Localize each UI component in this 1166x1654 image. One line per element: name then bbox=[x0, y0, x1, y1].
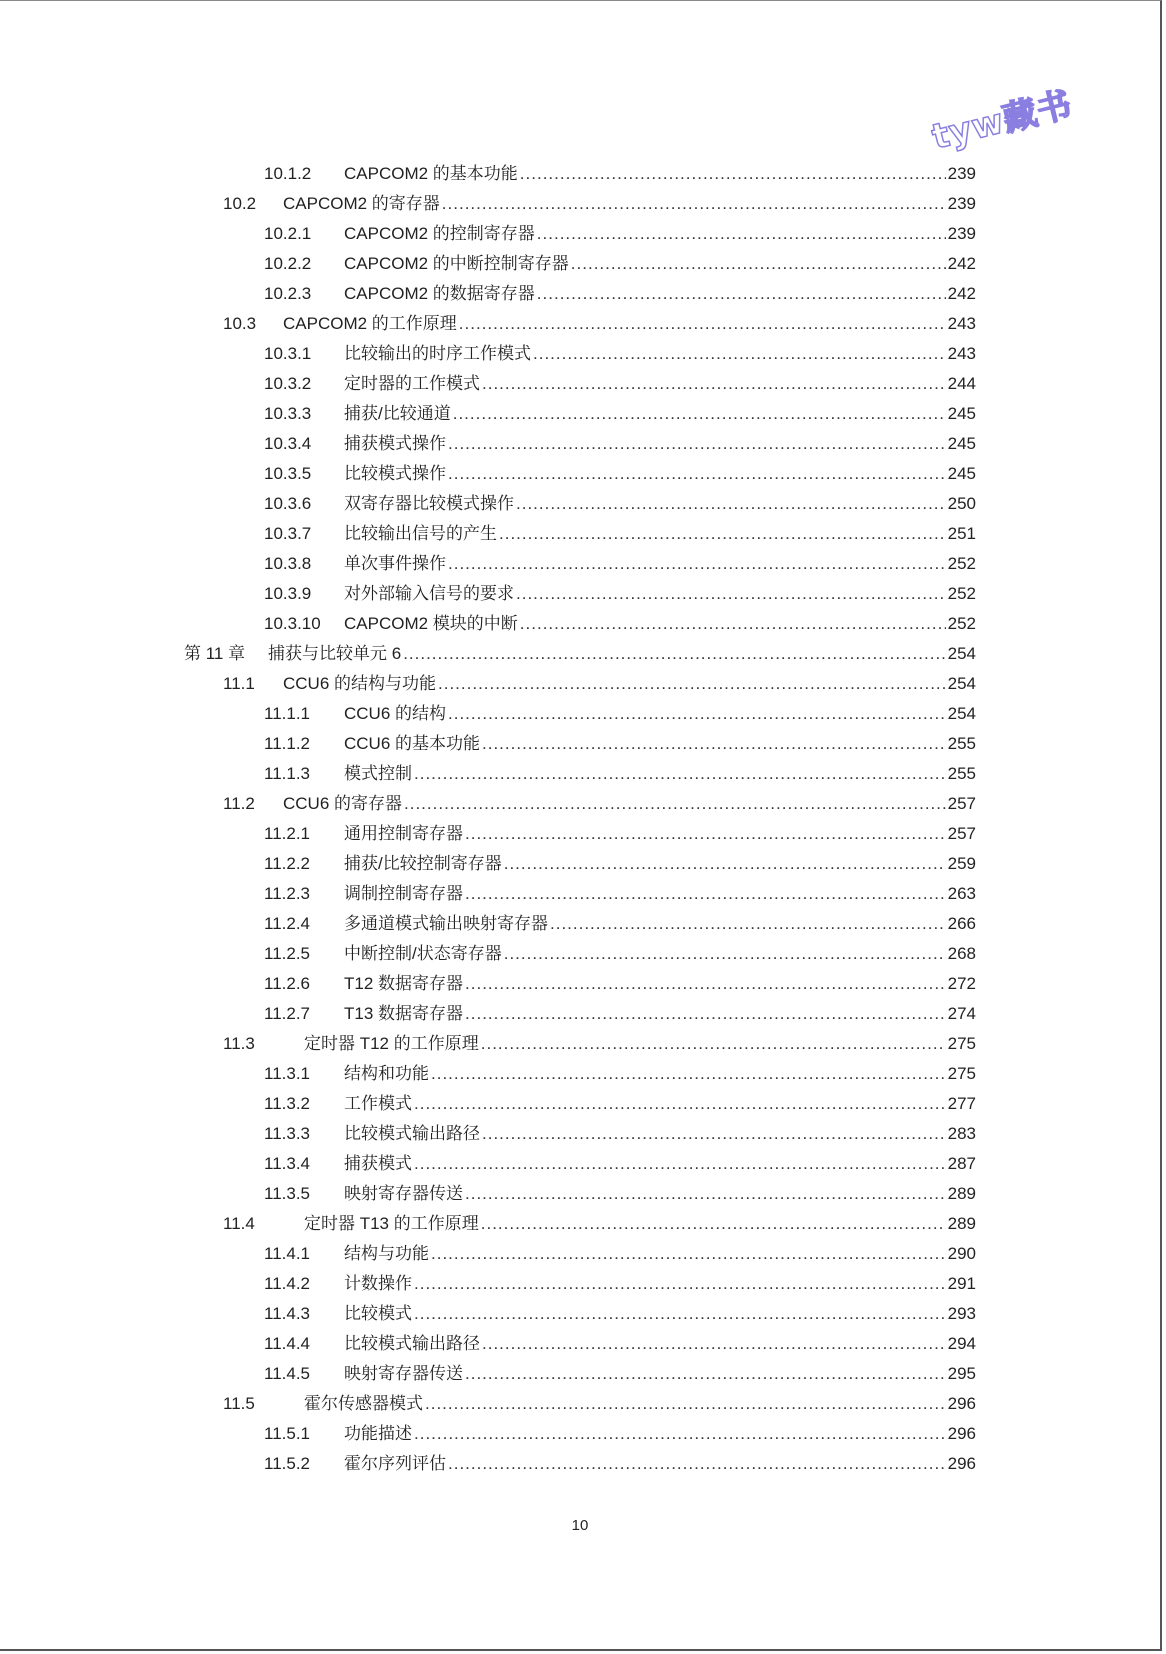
entry-title: CAPCOM2 的工作原理 bbox=[283, 314, 457, 333]
entry-number: 10.3.4 bbox=[264, 434, 312, 453]
entry-page: 296 bbox=[947, 1454, 976, 1473]
dot-leader bbox=[448, 1449, 946, 1479]
entry-title: 定时器的工作模式 bbox=[344, 374, 480, 393]
dot-leader bbox=[465, 879, 946, 909]
entry-page: 245 bbox=[947, 434, 976, 453]
dot-leader bbox=[442, 189, 946, 219]
entry-title: CAPCOM2 的基本功能 bbox=[344, 164, 518, 183]
entry-number: 10.3.7 bbox=[264, 524, 312, 543]
entry-title: CAPCOM2 的寄存器 bbox=[283, 194, 440, 213]
entry-page: 263 bbox=[947, 884, 976, 903]
toc-entry[interactable] bbox=[264, 1179, 976, 1209]
entry-title: CAPCOM2 模块的中断 bbox=[344, 614, 518, 633]
entry-page: 257 bbox=[947, 824, 976, 843]
dot-leader bbox=[414, 1269, 946, 1299]
dot-leader bbox=[504, 939, 946, 969]
entry-number: 11.3.3 bbox=[264, 1124, 311, 1143]
entry-page: 289 bbox=[947, 1214, 976, 1233]
toc-entry[interactable] bbox=[223, 1389, 976, 1419]
entry-title: CCU6 的结构 bbox=[344, 704, 447, 723]
entry-title: 对外部输入信号的要求 bbox=[344, 584, 514, 603]
entry-page: 239 bbox=[947, 164, 976, 183]
toc-entry[interactable] bbox=[264, 519, 976, 549]
dot-leader bbox=[537, 219, 946, 249]
entry-number: 11.2.4 bbox=[264, 914, 311, 933]
entry-title: 定时器 T13 的工作原理 bbox=[304, 1214, 479, 1233]
entry-number: 11.3 bbox=[223, 1034, 255, 1053]
entry-number: 11.2 bbox=[223, 794, 255, 813]
dot-leader bbox=[550, 909, 946, 939]
entry-title: 结构和功能 bbox=[344, 1064, 429, 1083]
entry-number: 11.3.4 bbox=[264, 1154, 311, 1173]
toc-entry[interactable] bbox=[264, 459, 976, 489]
entry-page: 255 bbox=[947, 734, 976, 753]
entry-page: 291 bbox=[947, 1274, 976, 1293]
entry-title: T12 数据寄存器 bbox=[344, 974, 464, 993]
dot-leader bbox=[404, 789, 946, 819]
entry-number: 11.3.2 bbox=[264, 1094, 311, 1113]
entry-number: 11.2.5 bbox=[264, 944, 311, 963]
entry-title: 通用控制寄存器 bbox=[344, 824, 463, 843]
dot-leader bbox=[504, 849, 946, 879]
toc-entry[interactable] bbox=[264, 1149, 976, 1179]
entry-title: 比较模式操作 bbox=[344, 464, 446, 483]
entry-page: 243 bbox=[947, 344, 976, 363]
toc-entry[interactable] bbox=[264, 159, 976, 189]
entry-number: 10.3.8 bbox=[264, 554, 312, 573]
entry-title: 捕获/比较控制寄存器 bbox=[344, 854, 502, 873]
entry-page: 251 bbox=[947, 524, 976, 543]
entry-page: 272 bbox=[947, 974, 976, 993]
entry-number: 11.5.1 bbox=[264, 1424, 311, 1443]
toc-entry[interactable] bbox=[264, 369, 976, 399]
toc-entry[interactable] bbox=[223, 189, 976, 219]
toc-entry[interactable] bbox=[264, 1449, 976, 1479]
toc-entry[interactable] bbox=[223, 1029, 976, 1059]
entry-number: 11.5 bbox=[223, 1394, 255, 1413]
entry-title: 比较模式输出路径 bbox=[344, 1334, 480, 1353]
page-number: 10 bbox=[571, 1517, 589, 1534]
entry-number: 11.4.5 bbox=[264, 1364, 311, 1383]
entry-number: 11.4 bbox=[223, 1214, 255, 1233]
entry-title: T13 数据寄存器 bbox=[344, 1004, 464, 1023]
entry-title: CAPCOM2 的控制寄存器 bbox=[344, 224, 535, 243]
entry-number: 第 11 章 bbox=[184, 644, 246, 663]
toc-entry[interactable] bbox=[264, 399, 976, 429]
entry-title: 霍尔序列评估 bbox=[344, 1454, 446, 1473]
toc-entry[interactable] bbox=[264, 279, 976, 309]
dot-leader bbox=[516, 489, 946, 519]
entry-title: 映射寄存器传送 bbox=[344, 1184, 463, 1203]
entry-number: 11.2.1 bbox=[264, 824, 311, 843]
entry-title: 比较模式 bbox=[344, 1304, 412, 1323]
dot-leader bbox=[414, 759, 946, 789]
dot-leader bbox=[448, 549, 946, 579]
entry-number: 10.2.1 bbox=[264, 224, 312, 243]
toc-entry[interactable] bbox=[264, 1329, 976, 1359]
dot-leader bbox=[448, 699, 946, 729]
toc-entry[interactable] bbox=[264, 1269, 976, 1299]
entry-page: 283 bbox=[947, 1124, 976, 1143]
entry-title: CAPCOM2 的数据寄存器 bbox=[344, 284, 535, 303]
entry-title: 模式控制 bbox=[344, 764, 412, 783]
dot-leader bbox=[571, 249, 946, 279]
toc-entry[interactable] bbox=[264, 339, 976, 369]
entry-page: 250 bbox=[947, 494, 976, 513]
entry-title: CAPCOM2 的中断控制寄存器 bbox=[344, 254, 569, 273]
entry-number: 11.2.7 bbox=[264, 1004, 311, 1023]
toc-entry[interactable] bbox=[264, 1059, 976, 1089]
toc-entry[interactable] bbox=[264, 1359, 976, 1389]
toc-entry[interactable] bbox=[264, 879, 976, 909]
toc-entry[interactable] bbox=[264, 219, 976, 249]
entry-page: 277 bbox=[947, 1094, 976, 1113]
entry-title: 单次事件操作 bbox=[344, 554, 446, 573]
toc-entry[interactable] bbox=[223, 309, 976, 339]
entry-title: 比较模式输出路径 bbox=[344, 1124, 480, 1143]
entry-number: 11.2.2 bbox=[264, 854, 311, 873]
entry-page: 296 bbox=[947, 1394, 976, 1413]
entry-page: 255 bbox=[947, 764, 976, 783]
entry-number: 11.3.1 bbox=[264, 1064, 311, 1083]
entry-page: 290 bbox=[947, 1244, 976, 1263]
entry-number: 11.3.5 bbox=[264, 1184, 311, 1203]
entry-number: 10.2.3 bbox=[264, 284, 312, 303]
dot-leader bbox=[431, 1239, 946, 1269]
entry-title: 调制控制寄存器 bbox=[344, 884, 463, 903]
entry-page: 252 bbox=[947, 554, 976, 573]
entry-title: 比较输出信号的产生 bbox=[344, 524, 497, 543]
dot-leader bbox=[448, 459, 946, 489]
entry-title: CCU6 的基本功能 bbox=[344, 734, 481, 753]
entry-title: 工作模式 bbox=[344, 1094, 412, 1113]
entry-number: 11.1 bbox=[223, 674, 255, 693]
entry-title: 定时器 T12 的工作原理 bbox=[304, 1034, 479, 1053]
entry-page: 287 bbox=[947, 1154, 976, 1173]
toc-entry[interactable] bbox=[264, 609, 976, 639]
entry-page: 268 bbox=[947, 944, 976, 963]
dot-leader bbox=[465, 1179, 946, 1209]
dot-leader bbox=[459, 309, 946, 339]
dot-leader bbox=[520, 159, 946, 189]
toc-entry[interactable] bbox=[264, 549, 976, 579]
entry-title: 捕获模式操作 bbox=[344, 434, 446, 453]
toc-entry[interactable] bbox=[264, 729, 976, 759]
entry-number: 10.3.6 bbox=[264, 494, 312, 513]
toc-entry[interactable] bbox=[264, 1419, 976, 1449]
entry-title: 结构与功能 bbox=[344, 1244, 429, 1263]
entry-number: 11.2.3 bbox=[264, 884, 311, 903]
toc-entry[interactable] bbox=[264, 1089, 976, 1119]
entry-page: 266 bbox=[947, 914, 976, 933]
dot-leader bbox=[453, 399, 946, 429]
dot-leader bbox=[438, 669, 946, 699]
dot-leader bbox=[465, 1359, 946, 1389]
dot-leader bbox=[414, 1419, 946, 1449]
dot-leader bbox=[482, 369, 946, 399]
entry-page: 243 bbox=[947, 314, 976, 333]
entry-page: 239 bbox=[947, 194, 976, 213]
entry-page: 257 bbox=[947, 794, 976, 813]
entry-number: 11.4.2 bbox=[264, 1274, 311, 1293]
entry-number: 10.1.2 bbox=[264, 164, 312, 183]
entry-title: 多通道模式输出映射寄存器 bbox=[344, 914, 548, 933]
entry-number: 10.3.5 bbox=[264, 464, 312, 483]
entry-page: 244 bbox=[947, 374, 976, 393]
entry-title: 捕获模式 bbox=[344, 1154, 412, 1173]
dot-leader bbox=[465, 969, 946, 999]
entry-page: 293 bbox=[947, 1304, 976, 1323]
dot-leader bbox=[537, 279, 946, 309]
toc-entry[interactable] bbox=[223, 669, 976, 699]
entry-number: 10.2 bbox=[223, 194, 257, 213]
entry-page: 289 bbox=[947, 1184, 976, 1203]
toc-entry[interactable] bbox=[264, 1119, 976, 1149]
entry-title: 功能描述 bbox=[344, 1424, 412, 1443]
entry-title: 比较输出的时序工作模式 bbox=[344, 344, 531, 363]
entry-number: 10.3.3 bbox=[264, 404, 312, 423]
toc-entry[interactable] bbox=[264, 999, 976, 1029]
dot-leader bbox=[414, 1299, 946, 1329]
entry-number: 10.3.9 bbox=[264, 584, 312, 603]
toc-entry[interactable] bbox=[264, 579, 976, 609]
dot-leader bbox=[414, 1089, 946, 1119]
dot-leader bbox=[482, 1119, 946, 1149]
entry-page: 254 bbox=[947, 704, 976, 723]
entry-page: 242 bbox=[947, 284, 976, 303]
dot-leader bbox=[465, 819, 946, 849]
entry-title: 中断控制/状态寄存器 bbox=[344, 944, 502, 963]
entry-number: 11.4.4 bbox=[264, 1334, 311, 1353]
toc-entry[interactable] bbox=[223, 789, 976, 819]
entry-number: 11.1.1 bbox=[264, 704, 311, 723]
entry-page: 252 bbox=[947, 584, 976, 603]
toc-entry[interactable] bbox=[264, 939, 976, 969]
dot-leader bbox=[465, 999, 946, 1029]
entry-number: 11.1.2 bbox=[264, 734, 311, 753]
entry-title: 计数操作 bbox=[344, 1274, 412, 1293]
toc-entry[interactable] bbox=[264, 849, 976, 879]
dot-leader bbox=[425, 1389, 946, 1419]
entry-title: 映射寄存器传送 bbox=[344, 1364, 463, 1383]
toc-entry[interactable] bbox=[264, 429, 976, 459]
dot-leader bbox=[403, 639, 945, 669]
entry-page: 259 bbox=[947, 854, 976, 873]
entry-number: 10.3.1 bbox=[264, 344, 312, 363]
entry-number: 11.5.2 bbox=[264, 1454, 311, 1473]
entry-page: 296 bbox=[947, 1424, 976, 1443]
dot-leader bbox=[414, 1149, 946, 1179]
toc-entry[interactable] bbox=[264, 699, 976, 729]
dot-leader bbox=[431, 1059, 946, 1089]
toc-entry[interactable] bbox=[223, 1209, 976, 1239]
entry-title: 双寄存器比较模式操作 bbox=[344, 494, 514, 513]
entry-page: 275 bbox=[947, 1064, 976, 1083]
entry-number: 11.2.6 bbox=[264, 974, 311, 993]
entry-page: 295 bbox=[947, 1364, 976, 1383]
entry-page: 294 bbox=[947, 1334, 976, 1353]
entry-page: 275 bbox=[947, 1034, 976, 1053]
watermark-logo: tyw藏书 bbox=[928, 84, 1077, 158]
dot-leader bbox=[533, 339, 946, 369]
entry-page: 274 bbox=[947, 1004, 976, 1023]
toc-entry[interactable] bbox=[264, 249, 976, 279]
entry-page: 242 bbox=[947, 254, 976, 273]
dot-leader bbox=[482, 1329, 946, 1359]
dot-leader bbox=[482, 729, 946, 759]
toc-entry[interactable] bbox=[264, 759, 976, 789]
toc-entry[interactable] bbox=[264, 1299, 976, 1329]
entry-number: 10.2.2 bbox=[264, 254, 312, 273]
dot-leader bbox=[481, 1029, 946, 1059]
entry-title: 捕获/比较通道 bbox=[344, 404, 451, 423]
toc-entry[interactable] bbox=[264, 819, 976, 849]
toc-entry[interactable] bbox=[264, 489, 976, 519]
entry-number: 11.4.3 bbox=[264, 1304, 311, 1323]
entry-number: 11.1.3 bbox=[264, 764, 311, 783]
entry-title: CCU6 的寄存器 bbox=[283, 794, 403, 813]
entry-page: 254 bbox=[947, 674, 976, 693]
dot-leader bbox=[516, 579, 946, 609]
entry-number: 10.3.10 bbox=[264, 614, 321, 633]
toc-entry[interactable] bbox=[264, 969, 976, 999]
entry-number: 10.3.2 bbox=[264, 374, 312, 393]
dot-leader bbox=[499, 519, 946, 549]
entry-title: CCU6 的结构与功能 bbox=[283, 674, 437, 693]
dot-leader bbox=[448, 429, 946, 459]
entry-page: 245 bbox=[947, 464, 976, 483]
dot-leader bbox=[520, 609, 946, 639]
entry-page: 245 bbox=[947, 404, 976, 423]
dot-leader bbox=[481, 1209, 946, 1239]
entry-title: 霍尔传感器模式 bbox=[304, 1394, 423, 1413]
entry-title: 捕获与比较单元 6 bbox=[268, 644, 402, 663]
toc-entry[interactable] bbox=[264, 909, 976, 939]
entry-number: 11.4.1 bbox=[264, 1244, 311, 1263]
entry-page: 254 bbox=[947, 644, 976, 663]
entry-page: 252 bbox=[947, 614, 976, 633]
toc-entry[interactable] bbox=[264, 1239, 976, 1269]
entry-page: 239 bbox=[947, 224, 976, 243]
toc-entry[interactable] bbox=[184, 639, 976, 669]
entry-number: 10.3 bbox=[223, 314, 257, 333]
